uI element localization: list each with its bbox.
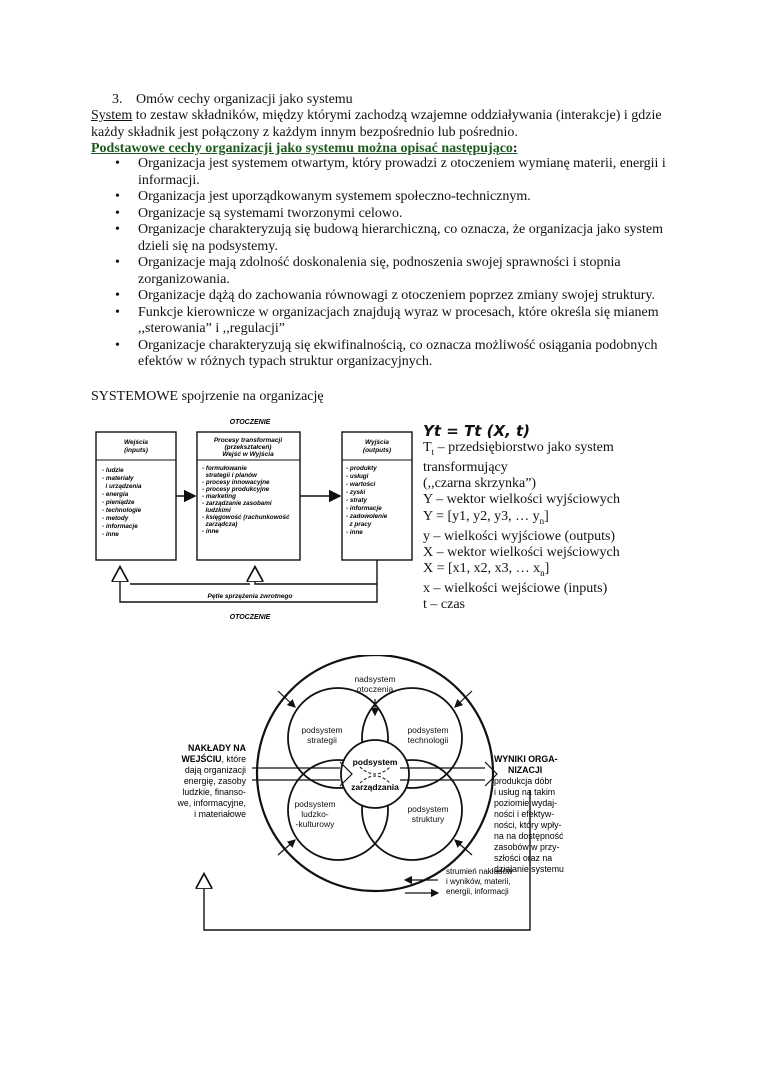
list-item: • Organizacje charakteryzują się ekwifinalnością, co oznacza możliwość osiągania podobnych efektów w różnych typach struktur organizacyjnych. (115, 338, 675, 371)
systemowe-label: SYSTEMOWE spojrzenie na organizację (91, 389, 324, 404)
process-item: - inne (202, 528, 219, 535)
feedback-loop-inner (255, 568, 377, 584)
outputs-line: poziomie wydaj- (494, 798, 558, 808)
process-subtitle-2: Wejść w Wyjścia (222, 451, 274, 458)
outputs-line: produkcja dóbr (494, 776, 553, 786)
features-heading (91, 141, 518, 157)
output-item: - informacje (346, 505, 382, 512)
tt-description: – przedsiębiorstwo jako system (434, 440, 614, 455)
inputs-line: energię, zasoby (183, 776, 246, 786)
output-item: - produkty (346, 465, 377, 472)
process-item: strategii i planów (202, 472, 257, 479)
system-definition (91, 108, 671, 141)
outputs-line: ności i efektyw- (494, 809, 555, 819)
formula-line: Y – wektor wielkości wyjściowych (423, 492, 620, 508)
outer-label-2: otoczenia (356, 684, 394, 694)
features-list (115, 156, 675, 371)
y-def-text: Y = [y1, y2, y3, … y (423, 508, 540, 524)
process-item: - procesy innowacyjne (202, 479, 270, 486)
outer-label-1: nadsystem (354, 674, 396, 684)
input-item: - energia (102, 491, 129, 498)
output-item: - zadowolenie (346, 513, 388, 520)
process-title: Procesy transformacji (213, 437, 283, 444)
input-item: - pieniądze (102, 499, 135, 506)
process-item: zarządcza) (202, 521, 238, 528)
formula-line: x – wielkości wejściowe (inputs) (423, 581, 608, 597)
human-label-2: ludzko- (301, 809, 329, 819)
formula-line: transformujący (423, 460, 508, 475)
input-item: - metody (102, 515, 129, 522)
legend-line: i wyników, materii, (446, 877, 511, 886)
process-item: - procesy produkcyjne (202, 486, 270, 493)
inputs-heading-rest: , które (221, 754, 246, 764)
formula-y-definition (423, 509, 663, 529)
formula-x-definition (423, 561, 663, 581)
top-environment-label: OTOCZENIE (229, 419, 271, 426)
inputs-subtitle: (inputs) (124, 447, 148, 454)
formula-line: X – wektor wielkości wejściowych (423, 544, 620, 560)
y-def-close: ] (544, 508, 549, 524)
human-label-3: -kulturowy (295, 819, 335, 829)
tt-subscript: t (431, 446, 435, 457)
list-item: • Organizacje są systemami tworzonymi celowo. (115, 206, 675, 223)
human-label-1: podsystem (294, 799, 336, 809)
inputs-line: i materiałowe (194, 809, 246, 819)
subsystems-diagram (170, 655, 600, 935)
output-item: - usługi (346, 473, 369, 480)
process-item: - marketing (202, 493, 236, 500)
system-definition-text: to zestaw składników, między którymi zachodzą wzajemne oddziaływania (interakcje) i gdzie każdy składnik jest połączony z każdym innym bezpośrednio lub pośrednio. (91, 108, 662, 140)
input-item: - technologie (102, 507, 142, 514)
outputs-subtitle: (outputs) (362, 447, 392, 454)
outputs-line: na na dostępność (494, 831, 564, 841)
outputs-heading-2: NIZACJI (508, 765, 543, 775)
structure-label-2: struktury (411, 814, 445, 824)
output-item: - zyski (346, 489, 366, 496)
feedback-label: Pętle sprzężenia zwrotnego (207, 593, 293, 600)
input-item: - informacje (102, 523, 138, 530)
x-def-subscript: n (540, 567, 545, 578)
input-item: - ludzie (102, 467, 124, 474)
structure-label-1: podsystem (407, 804, 449, 814)
formula-tt-line (423, 440, 663, 460)
io-diagram (90, 412, 420, 627)
inputs-line: we, informacyjne, (177, 798, 246, 808)
formula-line: (,,czarna skrzynka”) (423, 476, 537, 492)
question-text: Omów cechy organizacji jako systemu (136, 92, 353, 107)
input-item: - materiały (102, 475, 134, 482)
formula-title: Yt = Tt (X, t) (423, 422, 531, 440)
inputs-heading-1: NAKŁADY NA (188, 743, 246, 753)
output-item: z pracy (346, 521, 372, 528)
output-item: - inne (346, 529, 363, 536)
process-item: ludzkimi (202, 507, 231, 514)
process-subtitle: (przekształceń) (224, 444, 272, 451)
outputs-line: zasobów w przy- (494, 842, 560, 852)
formula-line: t – czas (423, 597, 465, 613)
list-item: • Organizacja jest systemem otwartym, który prowadzi z otoczeniem wymianę materii, energii i informacji. (115, 156, 675, 189)
input-item: i urządzenia (102, 483, 142, 490)
list-item: • Organizacje mają zdolność doskonalenia się, podnoszenia swojej sprawności i stopnia zorganizowania. (115, 255, 675, 288)
technology-label-2: technologii (407, 735, 449, 745)
question-number: 3. (112, 92, 123, 107)
feedback-loop (204, 790, 530, 930)
outputs-title: Wyjścia (364, 439, 390, 446)
system-term: System (91, 108, 133, 123)
list-item: • Organizacje charakteryzują się budową hierarchiczną, co oznacza, że organizacja jako system dzieli się na podsystemy. (115, 222, 675, 255)
legend-line: energii, informacji (446, 887, 509, 896)
output-item: - wartości (346, 481, 376, 488)
list-item: • Funkcje kierownicze w organizacjach znajdują wyraz w procesach, które określa się mianem ,,sterowania” i ,,regulacji” (115, 305, 675, 338)
inputs-heading-2 (181, 753, 246, 764)
inputs-title: Wejścia (123, 439, 149, 446)
y-def-subscript: n (539, 515, 545, 526)
strategy-label-2: strategii (307, 735, 337, 745)
input-item: - inne (102, 531, 119, 538)
process-item: - formułowanie (202, 465, 247, 472)
tt-symbol: T (423, 440, 432, 455)
inputs-line: dają organizacji (184, 765, 246, 775)
features-heading-colon: : (512, 141, 518, 156)
outputs-heading-1: WYNIKI ORGA- (494, 754, 558, 764)
list-item: • Organizacje dążą do zachowania równowagi z otoczeniem poprzez zmiany swojej struktury. (115, 288, 675, 305)
technology-label-1: podsystem (407, 725, 449, 735)
outputs-line: i usług na takim (494, 787, 556, 797)
outputs-line: szłości oraz na (494, 853, 553, 863)
outputs-line: ności, który wpły- (494, 820, 562, 830)
formula-list (423, 440, 663, 613)
process-item: - zarządzanie zasobami (202, 500, 272, 507)
x-def-text: X = [x1, x2, x3, … x (423, 561, 541, 577)
question-heading (112, 92, 353, 108)
inputs-line: ludzkie, finanso- (182, 787, 246, 797)
features-heading-text: Podstawowe cechy organizacji jako systemu można opisać następująco (91, 141, 513, 156)
management-label-1: podsystem (352, 757, 398, 767)
output-item: - straty (346, 497, 367, 504)
formula-line: y – wielkości wyjściowe (outputs) (423, 528, 616, 544)
strategy-label-1: podsystem (301, 725, 343, 735)
bottom-environment-label: OTOCZENIE (229, 614, 271, 621)
management-label-2: zarządzania (351, 782, 399, 792)
inputs-heading-bold: WEJŚCIU (181, 754, 222, 764)
outputs-line: działanie systemu (494, 864, 564, 874)
list-item: • Organizacja jest uporządkowanym systemem społeczno-technicznym. (115, 189, 675, 206)
x-def-close: ] (544, 561, 550, 577)
legend-line: strumień nakładów (446, 867, 513, 876)
process-item: - księgowość (rachunkowość (202, 514, 290, 521)
